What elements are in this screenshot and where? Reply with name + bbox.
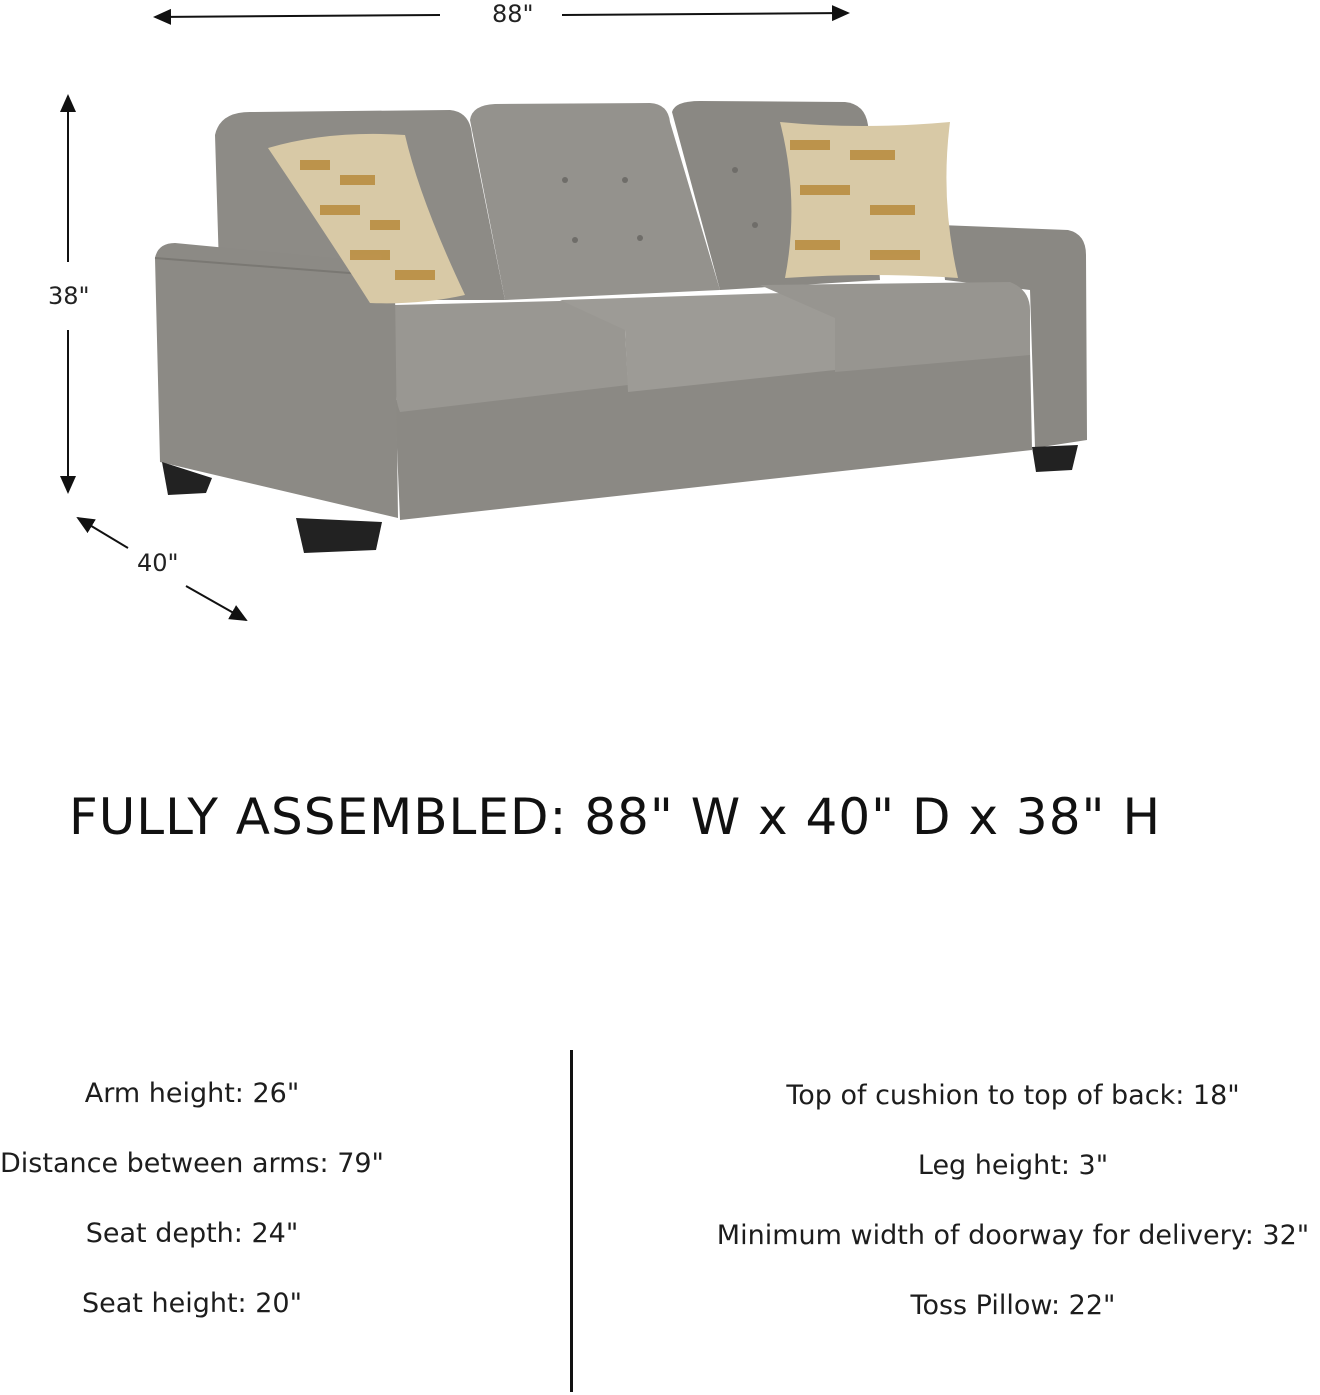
spec-seat-depth: Seat depth: 24" — [85, 1218, 299, 1249]
spec-seat-height: Seat height: 20" — [82, 1288, 302, 1319]
depth-label: 40" — [137, 549, 179, 577]
sofa-image — [0, 0, 1320, 640]
spec-doorway-width: Minimum width of doorway for delivery: 32" — [716, 1220, 1310, 1251]
spec-distance-between-arms: Distance between arms: 79" — [0, 1148, 384, 1179]
spec-arm-height: Arm height: 26" — [84, 1078, 300, 1109]
leg-front-right — [1032, 445, 1078, 472]
spec-leg-height: Leg height: 3" — [917, 1150, 1109, 1181]
column-divider — [570, 1050, 573, 1392]
height-label: 38" — [48, 282, 90, 310]
spec-cushion-to-back: Top of cushion to top of back: 18" — [786, 1080, 1240, 1111]
spec-toss-pillow: Toss Pillow: 22" — [910, 1290, 1116, 1321]
assembled-dimensions-title: FULLY ASSEMBLED: 88" W x 40" D x 38" H — [68, 788, 1162, 846]
width-label: 88" — [492, 0, 534, 28]
leg-front-left — [296, 518, 382, 553]
